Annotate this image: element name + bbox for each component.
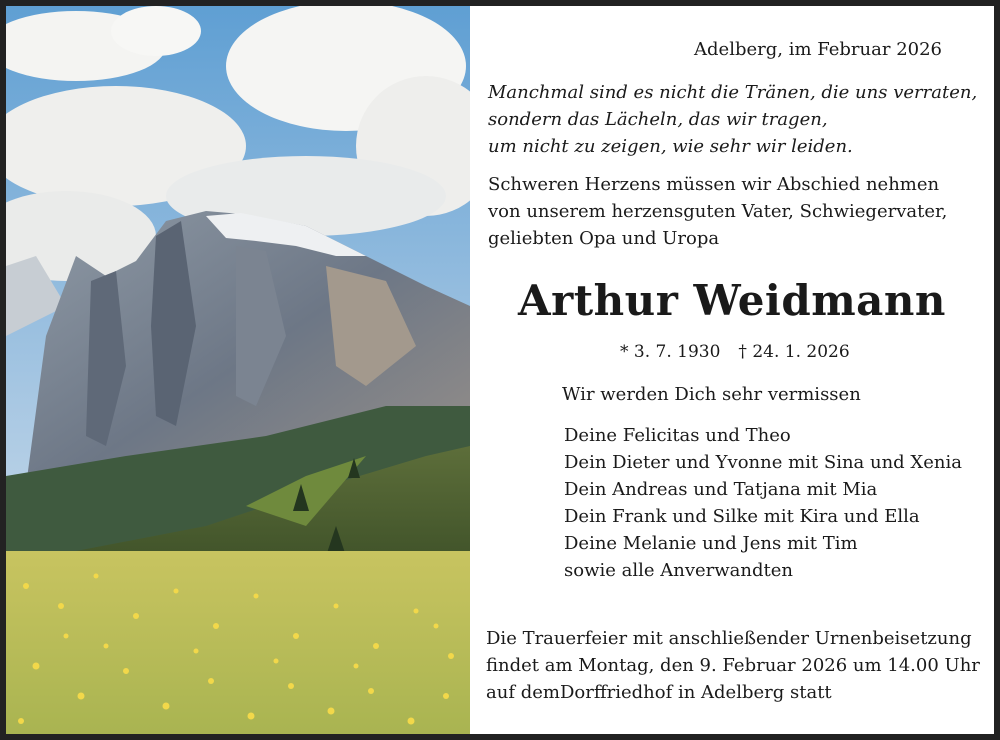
announcement-line: geliebten Opa und Uropa [488, 228, 720, 249]
mourner-line: Deine Melanie und Jens mit Tim [564, 533, 858, 554]
mourners-list [564, 422, 962, 584]
mourner-line: Dein Andreas und Tatjana mit Mia [564, 479, 878, 500]
quote-verse [488, 79, 977, 160]
mountain-meadow-photo [6, 6, 470, 734]
farewell-line: Wir werden Dich sehr vermissen [562, 384, 861, 405]
announcement-line: von unserem herzensguten Vater, Schwiegervater, [488, 201, 948, 222]
quote-line: um nicht zu zeigen, wie sehr wir leiden. [488, 136, 853, 157]
announcement-line: Schweren Herzens müssen wir Abschied nehmen [488, 174, 940, 195]
birth-date: * 3. 7. 1930 [620, 342, 721, 362]
life-dates [620, 342, 868, 362]
mourner-line: sowie alle Anverwandten [564, 560, 793, 581]
quote-line: Manchmal sind es nicht die Tränen, die uns verraten, [488, 82, 978, 103]
service-line: Die Trauerfeier mit anschließender Urnenbeisetzung [486, 628, 972, 649]
mourner-line: Dein Dieter und Yvonne mit Sina und Xenia [564, 452, 962, 473]
quote-line: sondern das Lächeln, das wir tragen, [488, 109, 828, 130]
deceased-name: Arthur Weidmann [518, 276, 946, 325]
service-line: findet am Montag, den 9. Februar 2026 um 14.00 Uhr [486, 655, 980, 676]
announcement-text [488, 171, 947, 252]
funeral-service-info [486, 625, 980, 706]
place-date: Adelberg, im Februar 2026 [694, 39, 942, 60]
death-date: † 24. 1. 2026 [738, 342, 850, 362]
service-line: auf demDorffriedhof in Adelberg statt [486, 682, 832, 703]
mourner-line: Deine Felicitas und Theo [564, 425, 791, 446]
mourner-line: Dein Frank und Silke mit Kira und Ella [564, 506, 920, 527]
